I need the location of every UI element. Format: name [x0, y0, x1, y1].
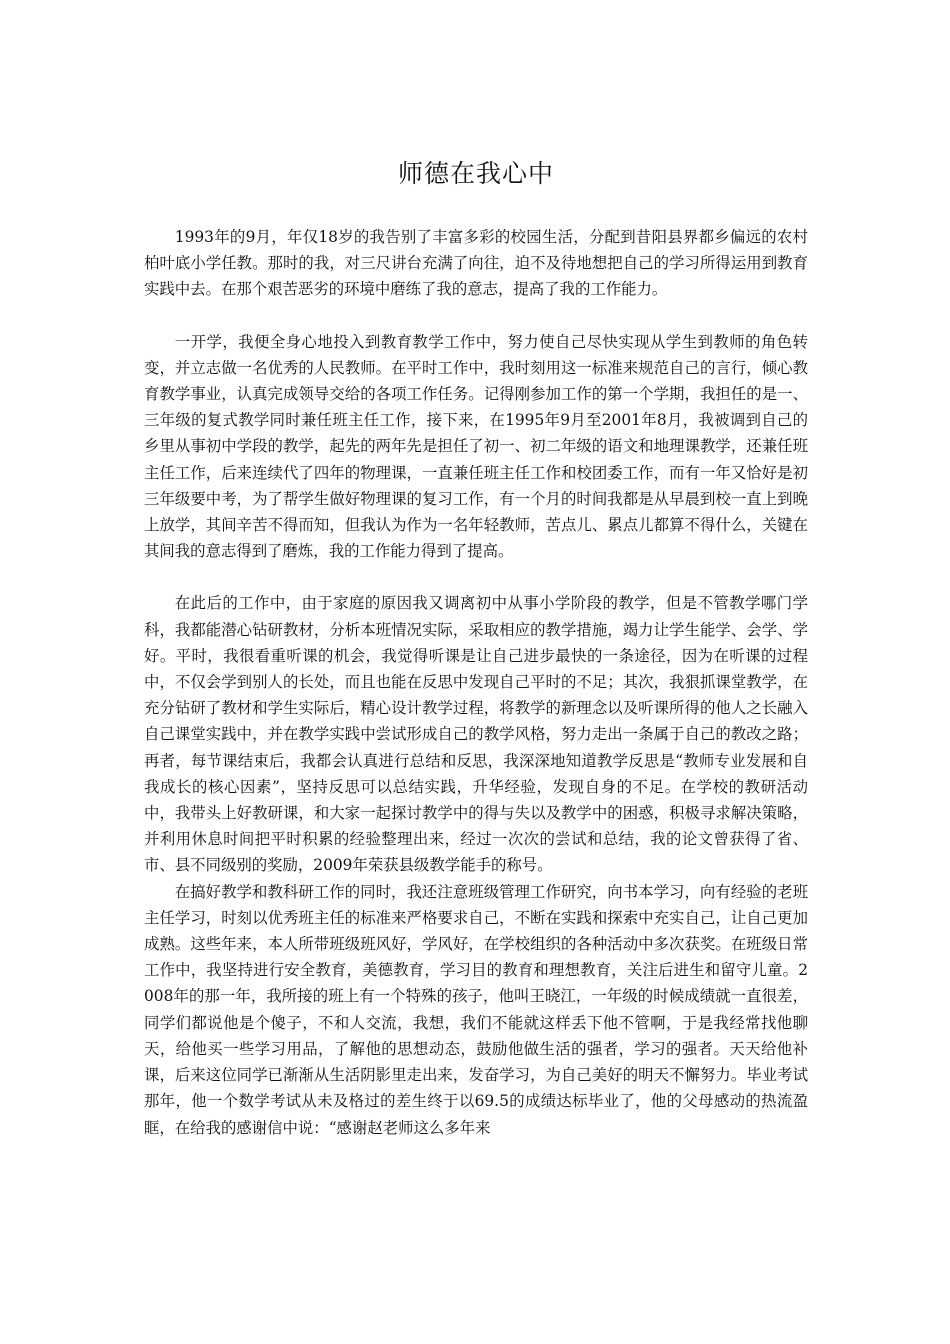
- paragraph-3: 在此后的工作中，由于家庭的原因我又调离初中从事小学阶段的教学，但是不管教学哪门学科，我都能潜心钻研教材，分析本班情况实际，采取相应的教学措施，竭力让学生能学、会学、学好。平时，我很看重听课的机会，我觉得听课是让自己进步最快的一条途径，因为在听课的过程中，不仅会学到别人的长处，而且也能在反思中发现自己平时的不足；其次，我狠抓课堂教学，在充分钻研了教材和学生实际后，精心设计教学过程，将教学的新理念以及听课所得的他人之长融入自己课堂实践中，并在教学实践中尝试形成自己的教学风格，努力走出一条属于自己的教改之路；再者，每节课结束后，我都会认真进行总结和反思，我深深地知道教学反思是“教师专业发展和自我成长的核心因素”，坚持反思可以总结实践，升华经验，发现自身的不足。在学校的教研活动中，我带头上好教研课，和大家一起探讨教学中的得与失以及教学中的困惑，积极寻求解决策略，并利用休息时间把平时积累的经验整理出来，经过一次次的尝试和总结，我的论文曾获得了省、市、县不同级别的奖励，2009年荣获县级教学能手的称号。: [144, 594, 808, 875]
- paragraph-2: 一开学，我便全身心地投入到教育教学工作中，努力使自己尽快实现从学生到教师的角色转变，并立志做一名优秀的人民教师。在平时工作中，我时刻用这一标准来规范自己的言行，倾心教育教学事业，认真完成领导交给的各项工作任务。记得刚参加工作的第一个学期，我担任的是一、三年级的复式教学同时兼任班主任工作，接下来，在1995年9月至2001年8月，我被调到自己的乡里从事初中学段的教学，起先的两年先是担任了初一、初二年级的语文和地理课教学，还兼任班主任工作，后来连续代了四年的物理课，一直兼任班主任工作和校团委工作，而有一年又恰好是初三年级要中考，为了帮学生做好物理课的复习工作，有一个月的时间我都是从早晨到校一直上到晚上放学，其间辛苦不得而知，但我认为作为一名年轻教师，苦点儿、累点儿都算不得什么，关键在其间我的意志得到了磨炼，我的工作能力得到了提高。: [144, 332, 808, 561]
- document-page: [144, 152, 808, 1141]
- paragraph-4: 在搞好教学和教科研工作的同时，我还注意班级管理工作研究，向书本学习，向有经验的老班主任学习，时刻以优秀班主任的标准来严格要求自己，不断在实践和探索中充实自己，让自己更加成熟。这些年来，本人所带班级班风好，学风好，在学校组织的各种活动中多次获奖。在班级日常工作中，我坚持进行安全教育，美德教育，学习目的教育和理想教育，关注后进生和留守儿童。2008年的那一年，我所接的班上有一个特殊的孩子，他叫王晓江，一年级的时候成绩就一直很差，同学们都说他是个傻子，不和人交流，我想，我们不能就这样丢下他不管啊，于是我经常找他聊天，给他买一些学习用品，了解他的思想动态，鼓励他做生活的强者，学习的强者。天天给他补课，后来这位同学已渐渐从生活阴影里走出来，发奋学习，为自己美好的明天不懈努力。毕业考试那年，他一个数学考试从未及格过的差生终于以69.5的成绩达标毕业了，他的父母感动的热流盈眶，在给我的感谢信中说：“感谢赵老师这么多年来: [144, 882, 808, 1137]
- paragraph-1: 1993年的9月，年仅18岁的我告别了丰富多彩的校园生活，分配到昔阳县界都乡偏远的农村柏叶底小学任教。那时的我，对三尺讲台充满了向往，迫不及待地想把自己的学习所得运用到教育实践中去。在那个艰苦恶劣的环境中磨练了我的意志，提高了我的工作能力。: [144, 228, 808, 299]
- document-title: 师德在我心中: [397, 159, 554, 188]
